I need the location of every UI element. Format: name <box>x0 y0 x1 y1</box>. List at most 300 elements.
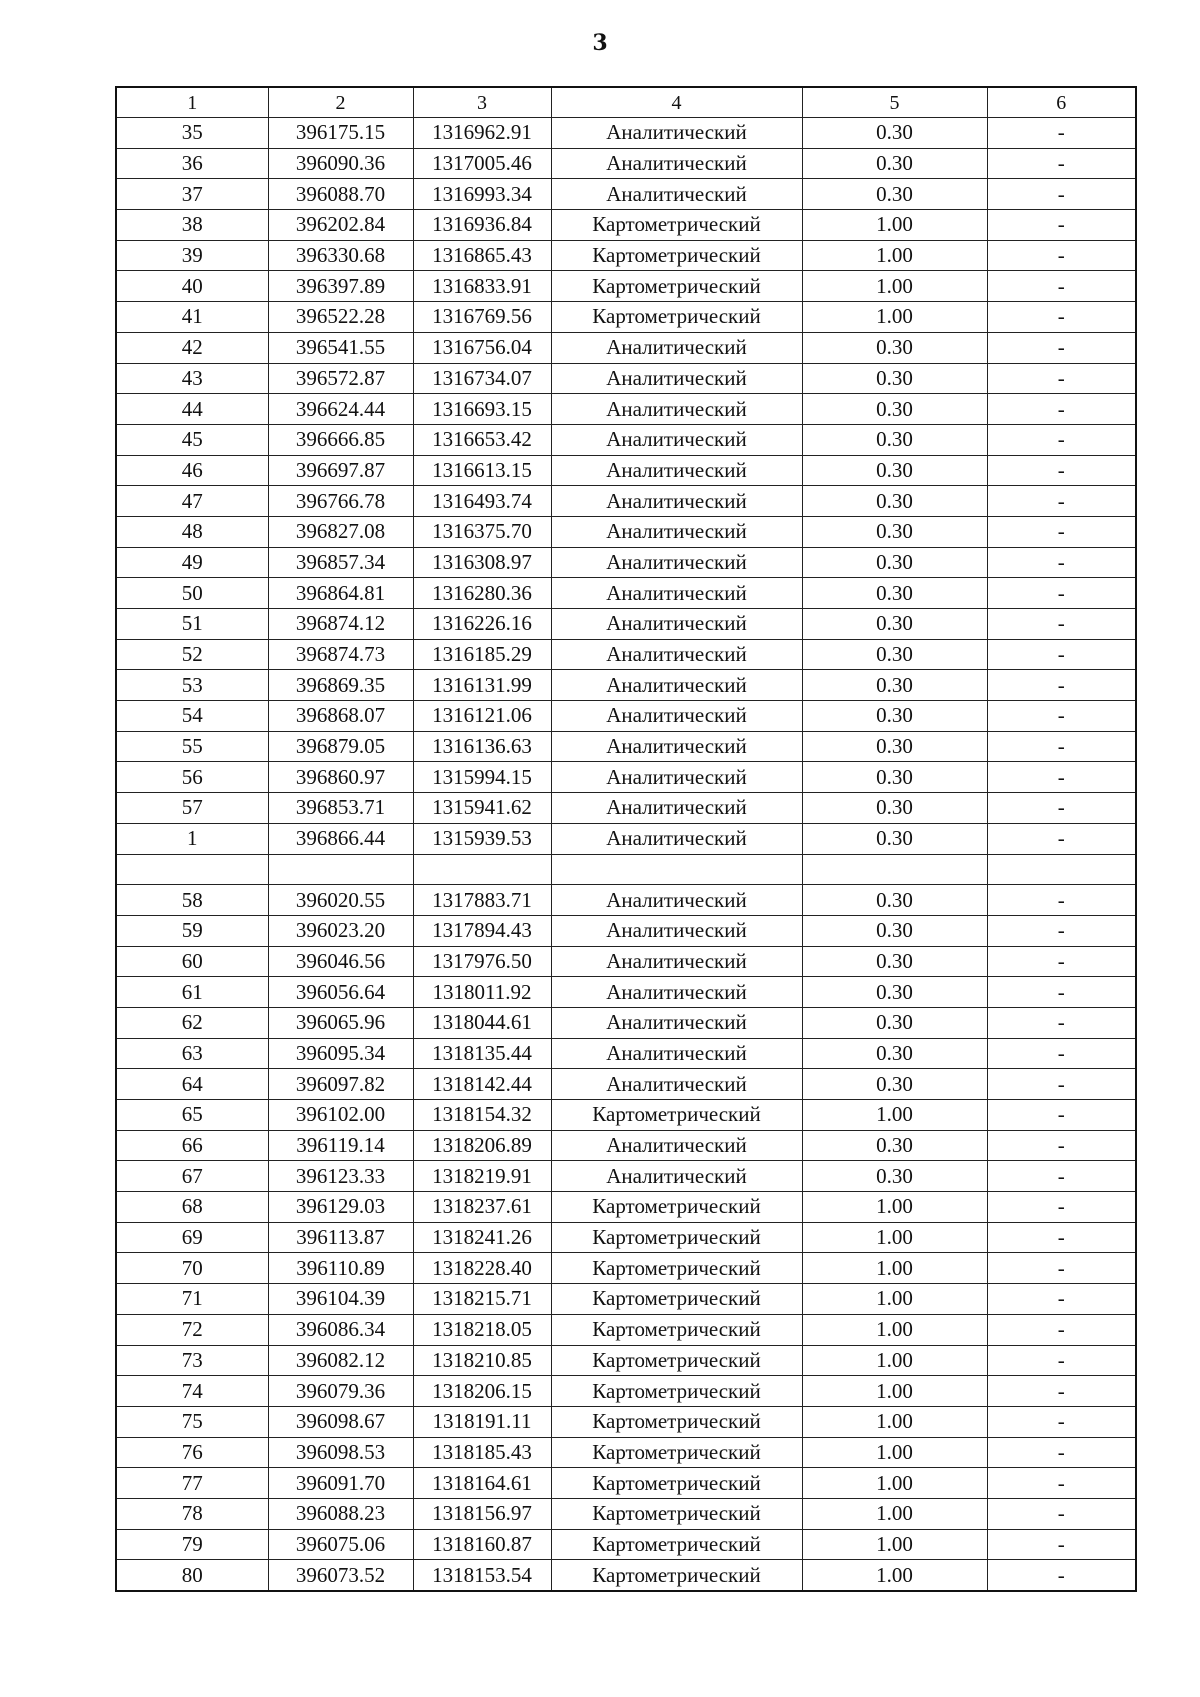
y-coordinate-cell <box>413 854 551 885</box>
note-cell: - <box>987 915 1136 946</box>
method-cell: Картометрический <box>551 1468 802 1499</box>
x-coordinate-cell: 396666.85 <box>268 424 413 455</box>
y-coordinate-cell: 1318237.61 <box>413 1192 551 1223</box>
y-coordinate-cell: 1316936.84 <box>413 210 551 241</box>
x-coordinate-cell: 396175.15 <box>268 118 413 149</box>
y-coordinate-cell: 1318210.85 <box>413 1345 551 1376</box>
note-cell: - <box>987 1437 1136 1468</box>
y-coordinate-cell: 1316653.42 <box>413 424 551 455</box>
x-coordinate-cell: 396113.87 <box>268 1222 413 1253</box>
x-coordinate-cell: 396079.36 <box>268 1376 413 1407</box>
point-number-cell: 53 <box>116 670 268 701</box>
point-number-cell: 66 <box>116 1130 268 1161</box>
x-coordinate-cell: 396075.06 <box>268 1529 413 1560</box>
note-cell: - <box>987 486 1136 517</box>
x-coordinate-cell: 396330.68 <box>268 240 413 271</box>
table-row <box>116 1100 1136 1131</box>
x-coordinate-cell: 396869.35 <box>268 670 413 701</box>
table-row <box>116 609 1136 640</box>
y-coordinate-cell: 1318215.71 <box>413 1284 551 1315</box>
note-cell: - <box>987 1498 1136 1529</box>
table-row <box>116 701 1136 732</box>
point-number-cell: 73 <box>116 1345 268 1376</box>
note-cell: - <box>987 578 1136 609</box>
method-cell: Аналитический <box>551 762 802 793</box>
point-number-cell: 1 <box>116 823 268 854</box>
table-row <box>116 271 1136 302</box>
accuracy-cell: 0.30 <box>802 179 987 210</box>
y-coordinate-cell: 1316136.63 <box>413 731 551 762</box>
point-number-cell: 69 <box>116 1222 268 1253</box>
method-cell: Аналитический <box>551 578 802 609</box>
y-coordinate-cell: 1318142.44 <box>413 1069 551 1100</box>
accuracy-cell: 0.30 <box>802 455 987 486</box>
accuracy-cell: 1.00 <box>802 1437 987 1468</box>
method-cell: Аналитический <box>551 363 802 394</box>
note-cell: - <box>987 670 1136 701</box>
y-coordinate-cell: 1318228.40 <box>413 1253 551 1284</box>
point-number-cell: 55 <box>116 731 268 762</box>
note-cell: - <box>987 424 1136 455</box>
x-coordinate-cell: 396866.44 <box>268 823 413 854</box>
table-row <box>116 1069 1136 1100</box>
x-coordinate-cell: 396119.14 <box>268 1130 413 1161</box>
point-number-cell: 41 <box>116 302 268 333</box>
x-coordinate-cell: 396624.44 <box>268 394 413 425</box>
y-coordinate-cell: 1316185.29 <box>413 639 551 670</box>
y-coordinate-cell: 1318241.26 <box>413 1222 551 1253</box>
table-header-row <box>116 87 1136 118</box>
accuracy-cell: 1.00 <box>802 210 987 241</box>
y-coordinate-cell: 1316121.06 <box>413 701 551 732</box>
method-cell: Картометрический <box>551 240 802 271</box>
point-number-cell: 60 <box>116 946 268 977</box>
x-coordinate-cell: 396102.00 <box>268 1100 413 1131</box>
x-coordinate-cell: 396046.56 <box>268 946 413 977</box>
x-coordinate-cell: 396864.81 <box>268 578 413 609</box>
accuracy-cell: 0.30 <box>802 977 987 1008</box>
point-number-cell: 56 <box>116 762 268 793</box>
note-cell: - <box>987 210 1136 241</box>
table-row <box>116 793 1136 824</box>
point-number-cell: 46 <box>116 455 268 486</box>
point-number-cell <box>116 854 268 885</box>
table-row <box>116 854 1136 885</box>
x-coordinate-cell: 396073.52 <box>268 1560 413 1591</box>
method-cell: Аналитический <box>551 823 802 854</box>
note-cell: - <box>987 1284 1136 1315</box>
point-number-cell: 62 <box>116 1007 268 1038</box>
x-coordinate-cell: 396697.87 <box>268 455 413 486</box>
method-cell: Аналитический <box>551 394 802 425</box>
method-cell: Картометрический <box>551 1437 802 1468</box>
column-header: 4 <box>551 87 802 118</box>
table-row <box>116 762 1136 793</box>
y-coordinate-cell: 1318191.11 <box>413 1406 551 1437</box>
note-cell: - <box>987 179 1136 210</box>
y-coordinate-cell: 1316756.04 <box>413 332 551 363</box>
point-number-cell: 64 <box>116 1069 268 1100</box>
x-coordinate-cell: 396853.71 <box>268 793 413 824</box>
y-coordinate-cell: 1316131.99 <box>413 670 551 701</box>
y-coordinate-cell: 1316865.43 <box>413 240 551 271</box>
x-coordinate-cell: 396097.82 <box>268 1069 413 1100</box>
note-cell: - <box>987 148 1136 179</box>
method-cell: Картометрический <box>551 1560 802 1591</box>
point-number-cell: 77 <box>116 1468 268 1499</box>
note-cell: - <box>987 1222 1136 1253</box>
x-coordinate-cell: 396098.53 <box>268 1437 413 1468</box>
table-row <box>116 1345 1136 1376</box>
point-number-cell: 35 <box>116 118 268 149</box>
point-number-cell: 52 <box>116 639 268 670</box>
accuracy-cell: 0.30 <box>802 670 987 701</box>
table-row <box>116 118 1136 149</box>
accuracy-cell: 0.30 <box>802 1130 987 1161</box>
point-number-cell: 43 <box>116 363 268 394</box>
y-coordinate-cell: 1318156.97 <box>413 1498 551 1529</box>
y-coordinate-cell: 1318206.89 <box>413 1130 551 1161</box>
y-coordinate-cell: 1315994.15 <box>413 762 551 793</box>
table-row <box>116 1468 1136 1499</box>
point-number-cell: 72 <box>116 1314 268 1345</box>
accuracy-cell: 1.00 <box>802 1406 987 1437</box>
column-header: 1 <box>116 87 268 118</box>
method-cell: Картометрический <box>551 1529 802 1560</box>
method-cell: Аналитический <box>551 731 802 762</box>
point-number-cell: 68 <box>116 1192 268 1223</box>
point-number-cell: 48 <box>116 516 268 547</box>
accuracy-cell: 0.30 <box>802 731 987 762</box>
point-number-cell: 63 <box>116 1038 268 1069</box>
y-coordinate-cell: 1318011.92 <box>413 977 551 1008</box>
method-cell: Картометрический <box>551 302 802 333</box>
x-coordinate-cell: 396879.05 <box>268 731 413 762</box>
note-cell: - <box>987 731 1136 762</box>
y-coordinate-cell: 1316375.70 <box>413 516 551 547</box>
accuracy-cell: 0.30 <box>802 915 987 946</box>
accuracy-cell: 0.30 <box>802 394 987 425</box>
x-coordinate-cell: 396129.03 <box>268 1192 413 1223</box>
note-cell: - <box>987 1560 1136 1591</box>
note-cell: - <box>987 118 1136 149</box>
note-cell: - <box>987 885 1136 916</box>
x-coordinate-cell: 396023.20 <box>268 915 413 946</box>
note-cell: - <box>987 793 1136 824</box>
accuracy-cell: 0.30 <box>802 701 987 732</box>
method-cell: Картометрический <box>551 1406 802 1437</box>
x-coordinate-cell: 396065.96 <box>268 1007 413 1038</box>
method-cell: Аналитический <box>551 1069 802 1100</box>
accuracy-cell: 1.00 <box>802 1468 987 1499</box>
y-coordinate-cell: 1316734.07 <box>413 363 551 394</box>
point-number-cell: 80 <box>116 1560 268 1591</box>
method-cell: Картометрический <box>551 1253 802 1284</box>
y-coordinate-cell: 1317883.71 <box>413 885 551 916</box>
method-cell: Аналитический <box>551 118 802 149</box>
table-row <box>116 1529 1136 1560</box>
x-coordinate-cell: 396874.12 <box>268 609 413 640</box>
table-body <box>116 118 1136 1592</box>
point-number-cell: 47 <box>116 486 268 517</box>
x-coordinate-cell: 396086.34 <box>268 1314 413 1345</box>
table-row <box>116 1498 1136 1529</box>
point-number-cell: 36 <box>116 148 268 179</box>
method-cell: Аналитический <box>551 1161 802 1192</box>
note-cell: - <box>987 1007 1136 1038</box>
accuracy-cell: 0.30 <box>802 118 987 149</box>
table-row <box>116 1038 1136 1069</box>
table-row <box>116 1376 1136 1407</box>
point-number-cell: 67 <box>116 1161 268 1192</box>
y-coordinate-cell: 1316308.97 <box>413 547 551 578</box>
table-row <box>116 363 1136 394</box>
note-cell: - <box>987 1069 1136 1100</box>
accuracy-cell: 0.30 <box>802 885 987 916</box>
x-coordinate-cell: 396088.23 <box>268 1498 413 1529</box>
accuracy-cell: 1.00 <box>802 1376 987 1407</box>
note-cell: - <box>987 394 1136 425</box>
accuracy-cell: 1.00 <box>802 1100 987 1131</box>
y-coordinate-cell: 1318135.44 <box>413 1038 551 1069</box>
point-number-cell: 38 <box>116 210 268 241</box>
note-cell: - <box>987 609 1136 640</box>
point-number-cell: 59 <box>116 915 268 946</box>
accuracy-cell: 0.30 <box>802 578 987 609</box>
note-cell: - <box>987 946 1136 977</box>
method-cell: Картометрический <box>551 1376 802 1407</box>
y-coordinate-cell: 1316962.91 <box>413 118 551 149</box>
table-row <box>116 578 1136 609</box>
y-coordinate-cell: 1316993.34 <box>413 179 551 210</box>
accuracy-cell: 1.00 <box>802 271 987 302</box>
x-coordinate-cell: 396522.28 <box>268 302 413 333</box>
x-coordinate-cell: 396082.12 <box>268 1345 413 1376</box>
table-row <box>116 1560 1136 1591</box>
point-number-cell: 76 <box>116 1437 268 1468</box>
accuracy-cell: 0.30 <box>802 1161 987 1192</box>
table-row <box>116 516 1136 547</box>
y-coordinate-cell: 1316833.91 <box>413 271 551 302</box>
point-number-cell: 39 <box>116 240 268 271</box>
table-row <box>116 823 1136 854</box>
x-coordinate-cell: 396098.67 <box>268 1406 413 1437</box>
table-row <box>116 394 1136 425</box>
table-row <box>116 1253 1136 1284</box>
point-number-cell: 40 <box>116 271 268 302</box>
note-cell: - <box>987 1038 1136 1069</box>
note-cell: - <box>987 762 1136 793</box>
method-cell: Картометрический <box>551 1498 802 1529</box>
note-cell: - <box>987 1130 1136 1161</box>
accuracy-cell: 0.30 <box>802 1038 987 1069</box>
y-coordinate-cell: 1316693.15 <box>413 394 551 425</box>
method-cell: Аналитический <box>551 946 802 977</box>
note-cell: - <box>987 363 1136 394</box>
table-row <box>116 332 1136 363</box>
accuracy-cell: 1.00 <box>802 1345 987 1376</box>
point-number-cell: 54 <box>116 701 268 732</box>
method-cell: Аналитический <box>551 516 802 547</box>
x-coordinate-cell: 396110.89 <box>268 1253 413 1284</box>
method-cell: Аналитический <box>551 148 802 179</box>
x-coordinate-cell: 396020.55 <box>268 885 413 916</box>
accuracy-cell: 0.30 <box>802 1069 987 1100</box>
point-number-cell: 71 <box>116 1284 268 1315</box>
column-header: 3 <box>413 87 551 118</box>
accuracy-cell: 1.00 <box>802 1192 987 1223</box>
page-number: 3 <box>592 30 608 56</box>
column-header: 5 <box>802 87 987 118</box>
table-row <box>116 1222 1136 1253</box>
table-row <box>116 885 1136 916</box>
table-row <box>116 1406 1136 1437</box>
table-row <box>116 1007 1136 1038</box>
y-coordinate-cell: 1316613.15 <box>413 455 551 486</box>
point-number-cell: 57 <box>116 793 268 824</box>
point-number-cell: 42 <box>116 332 268 363</box>
method-cell: Аналитический <box>551 1038 802 1069</box>
note-cell: - <box>987 1529 1136 1560</box>
table-row <box>116 240 1136 271</box>
point-number-cell: 44 <box>116 394 268 425</box>
x-coordinate-cell: 396088.70 <box>268 179 413 210</box>
method-cell <box>551 854 802 885</box>
y-coordinate-cell: 1315939.53 <box>413 823 551 854</box>
note-cell: - <box>987 240 1136 271</box>
table-row <box>116 977 1136 1008</box>
note-cell: - <box>987 1376 1136 1407</box>
table-row <box>116 731 1136 762</box>
point-number-cell: 51 <box>116 609 268 640</box>
note-cell: - <box>987 1345 1136 1376</box>
y-coordinate-cell: 1317976.50 <box>413 946 551 977</box>
x-coordinate-cell: 396202.84 <box>268 210 413 241</box>
method-cell: Аналитический <box>551 977 802 1008</box>
table-row <box>116 915 1136 946</box>
method-cell: Картометрический <box>551 1192 802 1223</box>
table-row <box>116 455 1136 486</box>
note-cell: - <box>987 455 1136 486</box>
accuracy-cell: 0.30 <box>802 609 987 640</box>
y-coordinate-cell: 1318044.61 <box>413 1007 551 1038</box>
column-header: 2 <box>268 87 413 118</box>
accuracy-cell: 0.30 <box>802 639 987 670</box>
note-cell: - <box>987 1314 1136 1345</box>
accuracy-cell: 1.00 <box>802 302 987 333</box>
method-cell: Картометрический <box>551 1314 802 1345</box>
table-row <box>116 486 1136 517</box>
accuracy-cell: 1.00 <box>802 1560 987 1591</box>
x-coordinate-cell: 396056.64 <box>268 977 413 1008</box>
point-number-cell: 74 <box>116 1376 268 1407</box>
x-coordinate-cell: 396104.39 <box>268 1284 413 1315</box>
table-row <box>116 210 1136 241</box>
table-row <box>116 1284 1136 1315</box>
method-cell: Аналитический <box>551 915 802 946</box>
method-cell: Аналитический <box>551 701 802 732</box>
y-coordinate-cell: 1317005.46 <box>413 148 551 179</box>
table-row <box>116 424 1136 455</box>
y-coordinate-cell: 1318154.32 <box>413 1100 551 1131</box>
accuracy-cell: 0.30 <box>802 424 987 455</box>
point-number-cell: 78 <box>116 1498 268 1529</box>
accuracy-cell: 0.30 <box>802 363 987 394</box>
method-cell: Аналитический <box>551 793 802 824</box>
table-row <box>116 302 1136 333</box>
method-cell: Картометрический <box>551 1284 802 1315</box>
column-header: 6 <box>987 87 1136 118</box>
method-cell: Аналитический <box>551 424 802 455</box>
table-row <box>116 1437 1136 1468</box>
accuracy-cell: 0.30 <box>802 516 987 547</box>
y-coordinate-cell: 1318218.05 <box>413 1314 551 1345</box>
note-cell <box>987 854 1136 885</box>
note-cell: - <box>987 1100 1136 1131</box>
note-cell: - <box>987 271 1136 302</box>
point-number-cell: 37 <box>116 179 268 210</box>
x-coordinate-cell: 396090.36 <box>268 148 413 179</box>
x-coordinate-cell: 396874.73 <box>268 639 413 670</box>
note-cell: - <box>987 701 1136 732</box>
table-row <box>116 1314 1136 1345</box>
table-row <box>116 639 1136 670</box>
accuracy-cell: 1.00 <box>802 1498 987 1529</box>
accuracy-cell: 1.00 <box>802 1253 987 1284</box>
y-coordinate-cell: 1318206.15 <box>413 1376 551 1407</box>
note-cell: - <box>987 516 1136 547</box>
point-number-cell: 45 <box>116 424 268 455</box>
accuracy-cell: 0.30 <box>802 332 987 363</box>
point-number-cell: 70 <box>116 1253 268 1284</box>
point-number-cell: 58 <box>116 885 268 916</box>
method-cell: Картометрический <box>551 1100 802 1131</box>
x-coordinate-cell: 396541.55 <box>268 332 413 363</box>
method-cell: Аналитический <box>551 1007 802 1038</box>
method-cell: Картометрический <box>551 1345 802 1376</box>
accuracy-cell: 1.00 <box>802 1314 987 1345</box>
accuracy-cell: 0.30 <box>802 823 987 854</box>
method-cell: Аналитический <box>551 639 802 670</box>
y-coordinate-cell: 1318185.43 <box>413 1437 551 1468</box>
method-cell: Аналитический <box>551 332 802 363</box>
method-cell: Картометрический <box>551 210 802 241</box>
x-coordinate-cell <box>268 854 413 885</box>
accuracy-cell: 0.30 <box>802 762 987 793</box>
point-number-cell: 50 <box>116 578 268 609</box>
accuracy-cell: 0.30 <box>802 148 987 179</box>
method-cell: Аналитический <box>551 885 802 916</box>
method-cell: Аналитический <box>551 670 802 701</box>
y-coordinate-cell: 1316280.36 <box>413 578 551 609</box>
accuracy-cell: 1.00 <box>802 240 987 271</box>
y-coordinate-cell: 1317894.43 <box>413 915 551 946</box>
note-cell: - <box>987 547 1136 578</box>
y-coordinate-cell: 1318164.61 <box>413 1468 551 1499</box>
method-cell: Аналитический <box>551 1130 802 1161</box>
method-cell: Аналитический <box>551 609 802 640</box>
x-coordinate-cell: 396123.33 <box>268 1161 413 1192</box>
x-coordinate-cell: 396766.78 <box>268 486 413 517</box>
note-cell: - <box>987 823 1136 854</box>
method-cell: Картометрический <box>551 271 802 302</box>
note-cell: - <box>987 1253 1136 1284</box>
y-coordinate-cell: 1318153.54 <box>413 1560 551 1591</box>
x-coordinate-cell: 396868.07 <box>268 701 413 732</box>
table-row <box>116 1130 1136 1161</box>
note-cell: - <box>987 1468 1136 1499</box>
accuracy-cell: 0.30 <box>802 793 987 824</box>
